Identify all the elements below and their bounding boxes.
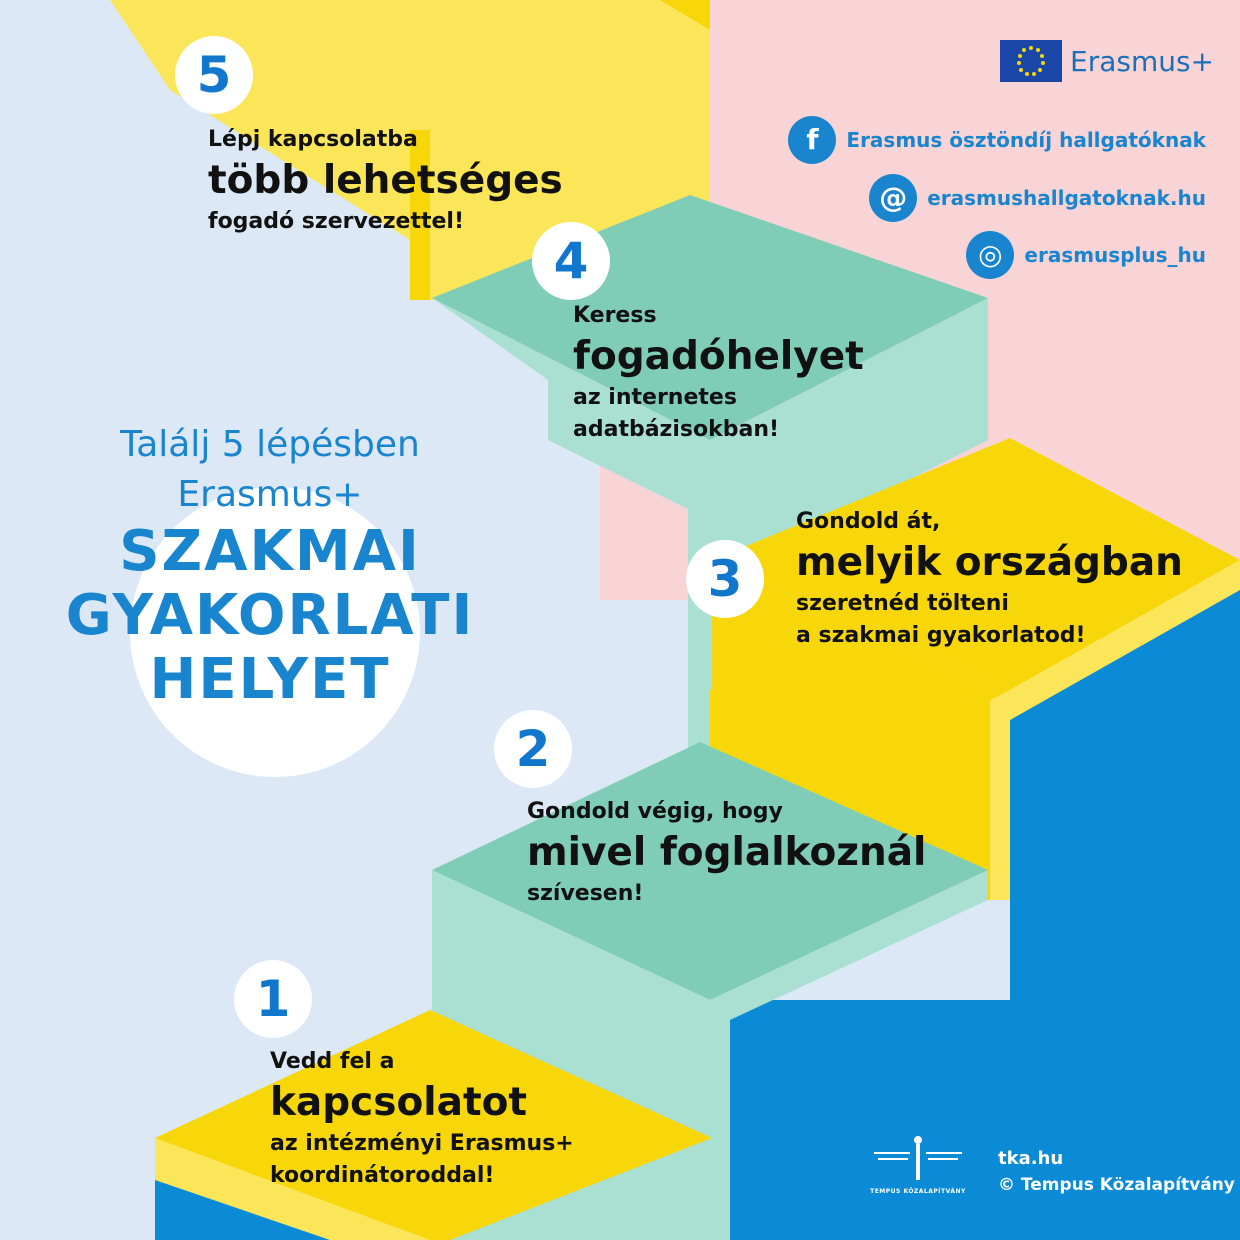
step-2-number: 2 <box>494 710 572 788</box>
tempus-logo-text: TEMPUS KÖZALAPÍTVÁNY <box>870 1188 966 1195</box>
headline <box>60 420 480 712</box>
step-2-text: Gondold végig, hogy mivel foglalkoznál szívesen! <box>527 799 927 906</box>
footer-site[interactable]: tka.hu <box>998 1148 1064 1169</box>
step-1-text: Vedd fel a kapcsolatot az intézményi Erasmus+ koordinátoroddal! <box>270 1049 574 1188</box>
social-facebook-label: Erasmus ösztöndíj hallgatóknak <box>846 128 1206 152</box>
headline-line2: Erasmus+ <box>177 474 363 515</box>
headline-big2: GYAKORLATI <box>65 583 475 648</box>
social-instagram[interactable] <box>966 231 1206 279</box>
facebook-icon: f <box>788 116 836 164</box>
erasmus-brand-label: Erasmus+ <box>1070 44 1215 78</box>
erasmus-brand[interactable] <box>1000 40 1214 82</box>
social-facebook[interactable] <box>788 116 1206 164</box>
headline-line1: Találj 5 lépésben <box>120 424 420 465</box>
headline-big3: HELYET <box>149 647 391 712</box>
social-website-label: erasmushallgatoknak.hu <box>927 186 1206 210</box>
headline-big1: SZAKMAI <box>119 519 421 584</box>
social-instagram-label: erasmusplus_hu <box>1024 243 1206 267</box>
tempus-logo-icon <box>870 1134 966 1184</box>
step-3-text: Gondold át, melyik országban szeretnéd tölteni a szakmai gyakorlatod! <box>796 509 1183 648</box>
step-5-number: 5 <box>175 36 253 114</box>
step-5-text: Lépj kapcsolatba több lehetséges fogadó szervezettel! <box>208 127 563 234</box>
eu-flag-icon <box>1000 40 1062 82</box>
step-4-text: Keress fogadóhelyet az internetes adatbázisokban! <box>573 303 864 442</box>
step-3-number: 3 <box>686 540 764 618</box>
instagram-icon: ◎ <box>966 231 1014 279</box>
at-icon: @ <box>869 174 917 222</box>
footer-copyright: © Tempus Közalapítvány <box>998 1175 1235 1195</box>
step-4-number: 4 <box>532 222 610 300</box>
step-1-number: 1 <box>234 960 312 1038</box>
tempus-logo[interactable] <box>868 1134 968 1195</box>
footer-text <box>998 1146 1235 1198</box>
social-website[interactable] <box>869 174 1206 222</box>
